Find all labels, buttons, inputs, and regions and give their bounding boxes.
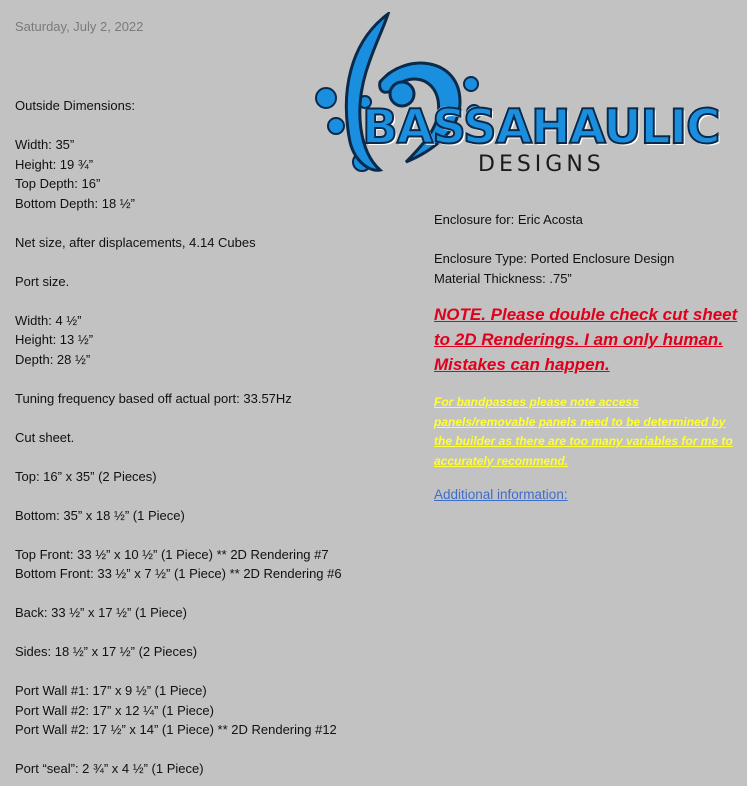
outside-dimensions-heading: Outside Dimensions: <box>15 98 135 113</box>
enclosure-for: Enclosure for: Eric Acosta <box>434 212 583 227</box>
enclosure-info-right-column <box>434 210 739 505</box>
outside-width: Width: 35” <box>15 137 75 152</box>
port-depth: Depth: 28 ½” <box>15 351 91 367</box>
cut-top-front: Top Front: 33 ½” x 10 ½” (1 Piece) ** 2D Rendering #7 <box>15 546 329 562</box>
port-width: Width: 4 ½” <box>15 312 82 328</box>
net-size: Net size, after displacements, 4.14 Cubes <box>15 234 256 250</box>
cut-bottom: Bottom: 35” x 18 ½” (1 Piece) <box>15 507 185 523</box>
document-date: Saturday, July 2, 2022 <box>15 19 144 34</box>
cut-sheet-heading: Cut sheet. <box>15 429 75 445</box>
port-size-heading: Port size. <box>15 273 70 289</box>
bandpass-note: For bandpasses please note access panels/removable panels need to be determined by the builder as there are too many variables for me to accurately recommend. <box>434 395 733 468</box>
additional-information-link[interactable]: Additional information: <box>434 487 568 502</box>
logo-brand-text: BASSAHAULIC <box>362 100 720 155</box>
tuning-frequency: Tuning frequency based off actual port: 33.57Hz <box>15 390 292 406</box>
warning-note: NOTE. Please double check cut sheet to 2D Renderings. I am only human. Mistakes can happen. <box>434 305 738 374</box>
outside-height: Height: 19 ¾” <box>15 156 94 172</box>
cut-sides: Sides: 18 ½” x 17 ½” (2 Pieces) <box>15 644 198 659</box>
outside-top-depth: Top Depth: 16” <box>15 176 101 191</box>
cut-port-wall-1: Port Wall #1: 17” x 9 ½” (1 Piece) <box>15 683 207 698</box>
outside-bottom-depth: Bottom Depth: 18 ½” <box>15 195 135 211</box>
material-thickness: Material Thickness: .75” <box>434 270 572 286</box>
enclosure-type: Enclosure Type: Ported Enclosure Design <box>434 251 675 266</box>
cut-port-wall-2b: Port Wall #2: 17 ½” x 14” (1 Piece) ** 2D Rendering #12 <box>15 722 337 737</box>
logo-subtitle-text: DESIGNS <box>478 152 605 177</box>
cut-bottom-front: Bottom Front: 33 ½” x 7 ½” (1 Piece) ** 2D Rendering #6 <box>15 566 342 581</box>
port-height: Height: 13 ½” <box>15 332 94 347</box>
cut-sheet-left-column <box>15 96 415 779</box>
cut-port-wall-2a: Port Wall #2: 17” x 12 ¼” (1 Piece) <box>15 702 214 718</box>
cut-top: Top: 16” x 35” (2 Pieces) <box>15 468 157 484</box>
cut-port-seal: Port “seal”: 2 ¾” x 4 ½” (1 Piece) <box>15 761 204 776</box>
cut-back: Back: 33 ½” x 17 ½” (1 Piece) <box>15 605 187 620</box>
